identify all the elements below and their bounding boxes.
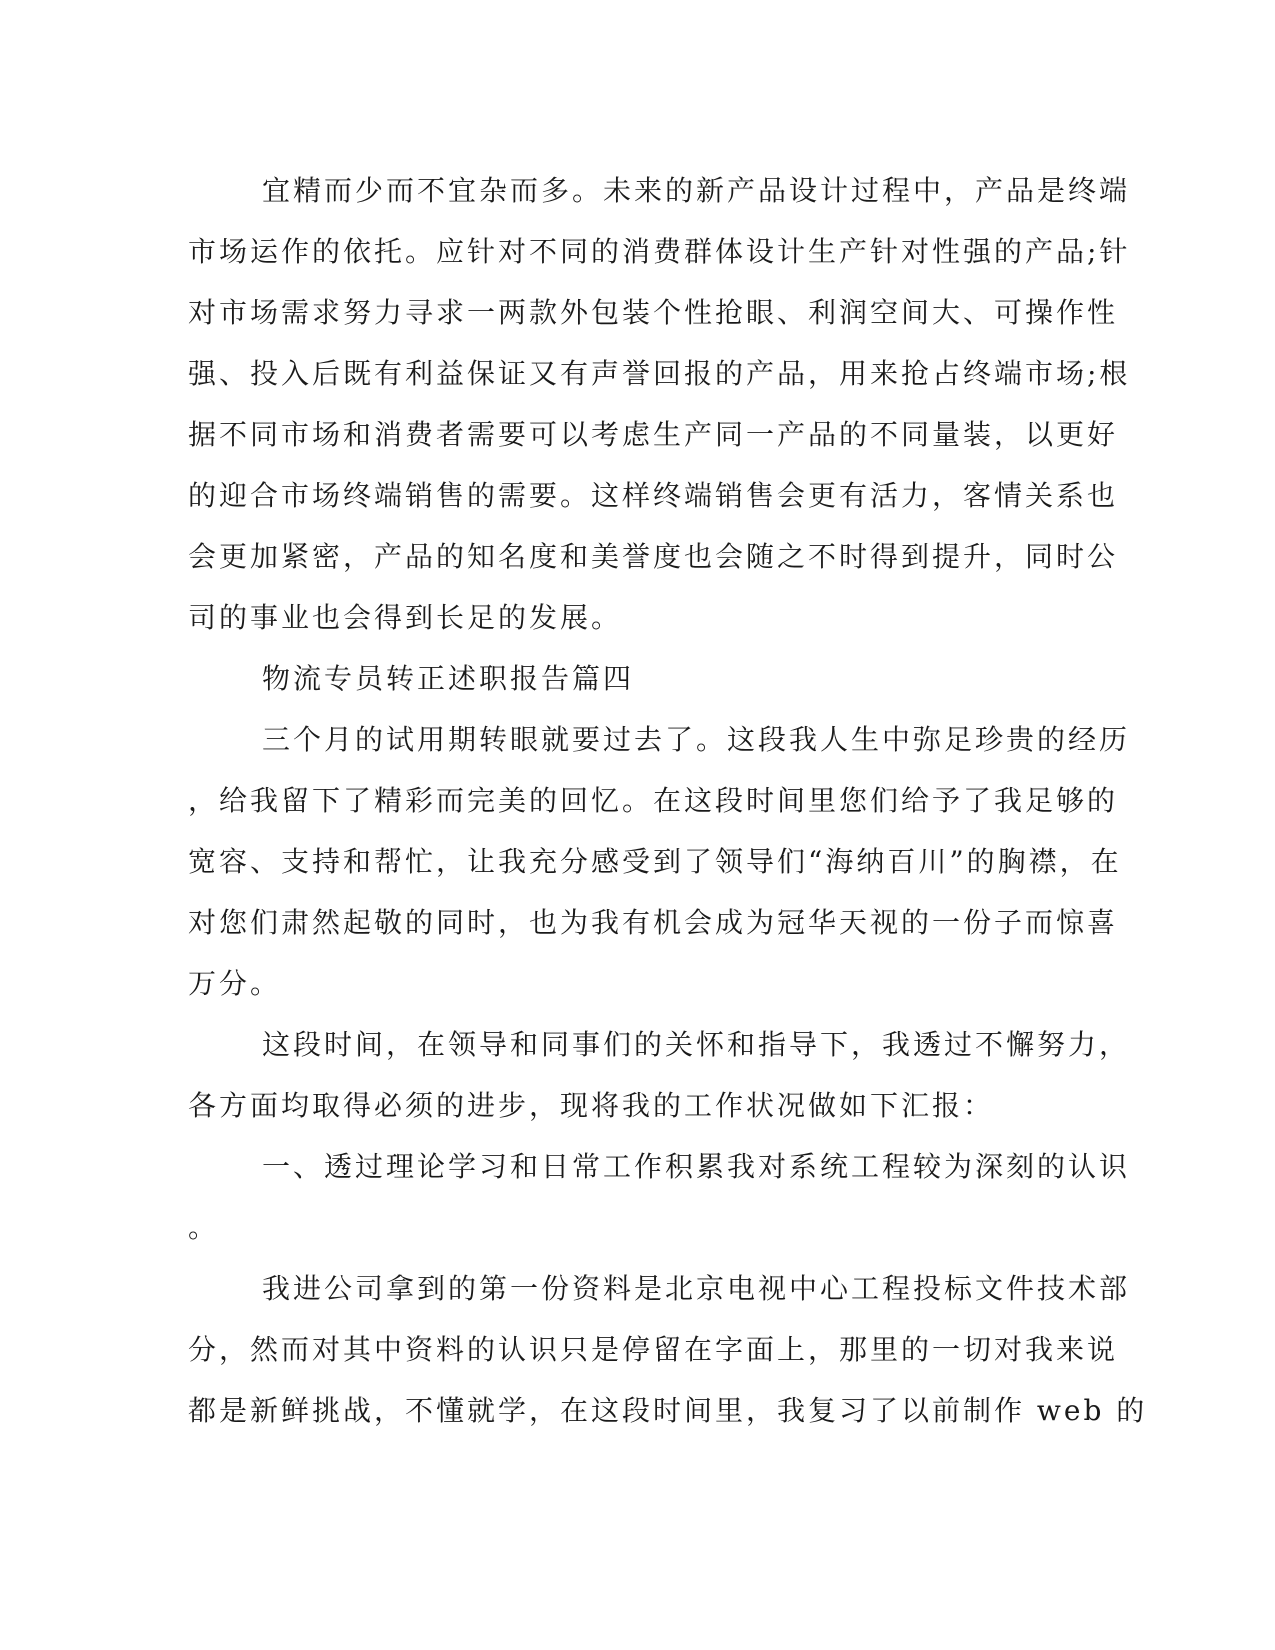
text-line: 这段时间，在领导和同事们的关怀和指导下，我透过不懈努力， [262,1028,1131,1061]
text-line: 。 [188,1211,220,1244]
text-line: 市场运作的依托。应针对不同的消费群体设计生产针对性强的产品;针 [188,235,1131,268]
text-line: 据不同市场和消费者需要可以考虑生产同一产品的不同量装，以更好 [188,418,1119,451]
section-heading: 物流专员转正述职报告篇四 [262,662,635,695]
text-line: 分，然而对其中资料的认识只是停留在字面上，那里的一切对我来说 [188,1333,1119,1366]
text-line: 我进公司拿到的第一份资料是北京电视中心工程投标文件技术部 [262,1272,1131,1305]
text-line: ，给我留下了精彩而完美的回忆。在这段时间里您们给予了我足够的 [188,784,1119,817]
text-line: 对您们肃然起敬的同时，也为我有机会成为冠华天视的一份子而惊喜 [188,906,1119,939]
document-body [188,160,1148,1441]
text-line: 强、投入后既有利益保证又有声誉回报的产品，用来抢占终端市场;根 [188,357,1131,390]
text-line: 各方面均取得必须的进步，现将我的工作状况做如下汇报： [188,1089,995,1122]
text-line: 三个月的试用期转眼就要过去了。这段我人生中弥足珍贵的经历 [262,723,1131,756]
text-line: 的迎合市场终端销售的需要。这样终端销售会更有活力，客情关系也 [188,479,1119,512]
text-line: 宽容、支持和帮忙，让我充分感受到了领导们“海纳百川”的胸襟，在 [188,845,1122,878]
text-line: 对市场需求努力寻求一两款外包装个性抢眼、利润空间大、可操作性 [188,296,1119,329]
text-line: 都是新鲜挑战，不懂就学，在这段时间里，我复习了以前制作 web 的 [188,1394,1148,1427]
text-line: 一、透过理论学习和日常工作积累我对系统工程较为深刻的认识 [262,1150,1131,1183]
text-line: 宜精而少而不宜杂而多。未来的新产品设计过程中，产品是终端 [262,174,1131,207]
text-line: 万分。 [188,967,282,1000]
text-line: 司的事业也会得到长足的发展。 [188,601,623,634]
text-line: 会更加紧密，产品的知名度和美誉度也会随之不时得到提升，同时公 [188,540,1119,573]
